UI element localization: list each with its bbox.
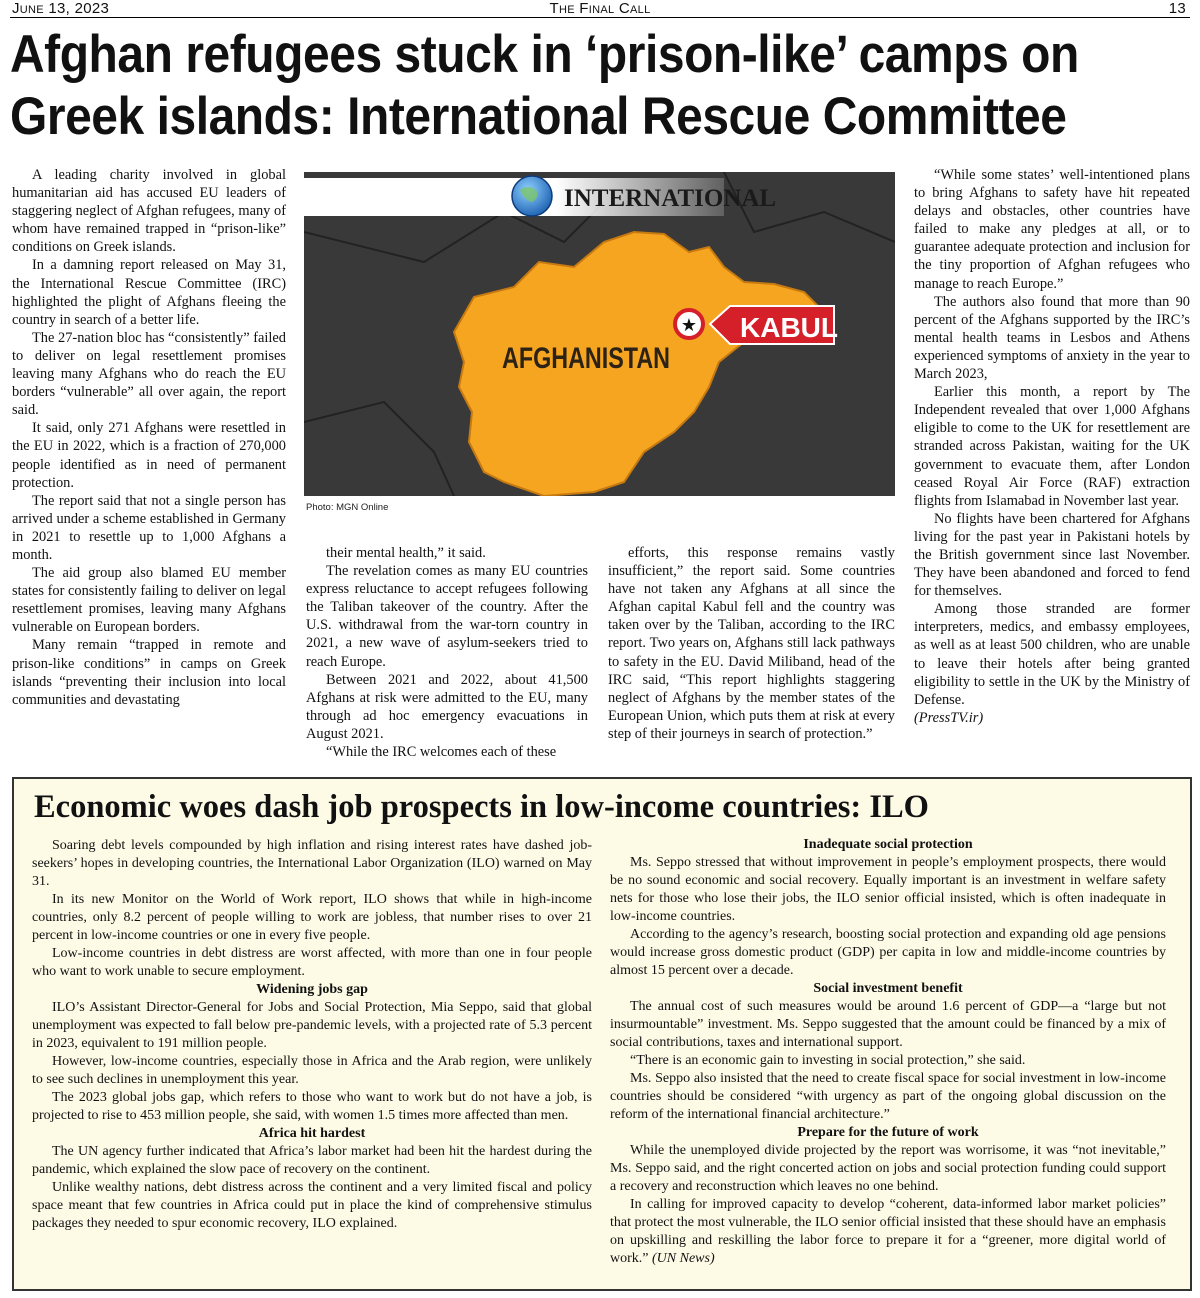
afghanistan-map-image — [304, 172, 895, 496]
page-folio — [12, 0, 1188, 18]
article-paragraph: It said, only 271 Afghans were resettled in the EU in 2022, which is a fraction of 270,000 people identified as in need of permanent protection. — [12, 420, 286, 491]
article-column-2 — [306, 544, 588, 761]
svg-text:★: ★ — [680, 315, 698, 335]
article-paragraph: Among those stranded are former interpreters, medics, and embassy employees, as well as at least 500 children, who are unable to leave their hotels after being granted eligibility to settle in the UK by the Ministry of Defense. — [914, 601, 1190, 708]
article-column-3 — [608, 544, 895, 743]
article-paragraph: Ms. Seppo stressed that without improvement in people’s employment prospects, there would be no sound economic and social recovery. Equally important is an investment in welfare safety nets for those who lose their jobs, the ILO senior official insisted, which is often inadequate in low-income countries. — [610, 855, 1166, 924]
article-paragraph: The revelation comes as many EU countries express reluctance to accept refugees following the Taliban takeover of the country. After the U.S. withdrawal from the war-torn country in 2021, a new wave of asylum-seekers tried to reach Europe. — [306, 563, 588, 670]
article-paragraph: A leading charity involved in global humanitarian aid has accused EU leaders of staggering neglect of Afghan refugees, many of whom have remained trapped in “prison-like” conditions on Greek islands. — [12, 167, 286, 256]
article-source: (UN News) — [652, 1251, 715, 1266]
article-paragraph: Low-income countries in debt distress are worst affected, with more than one in four people who want to work unable to secure employment. — [32, 946, 592, 979]
headline-line-2: Greek islands: International Rescue Committee — [10, 87, 1067, 146]
kabul-label: KABUL — [740, 312, 838, 343]
article-source: (PressTV.ir) — [914, 709, 984, 726]
article-paragraph: Ms. Seppo also insisted that the need to create fiscal space for social investment in low-income countries should be considered “with urgency as part of the ongoing global discussion on the reform of the international financial architecture.” — [610, 1071, 1166, 1122]
article-paragraph: their mental health,” it said. — [326, 545, 486, 561]
article-paragraph: Soaring debt levels compounded by high inflation and rising interest rates have dashed job-seekers’ hopes in developing countries, the International Labor Organization (ILO) warned on May 31. — [32, 838, 592, 889]
ilo-article-box — [12, 777, 1192, 1291]
section-subhead: Widening jobs gap — [256, 982, 368, 997]
article-paragraph: Unlike wealthy nations, debt distress across the continent and a very limited fiscal and policy space meant that few countries in Africa could put in place the kind of comprehensive stimulus packages they needed to spur economic recovery, ILO explained. — [32, 1180, 592, 1231]
folio-rule — [10, 17, 1190, 18]
article-paragraph: The report said that not a single person has arrived under a scheme established in Germany in 2021 to resettle up to 1,000 Afghans a month. — [12, 492, 286, 563]
article-paragraph: ILO’s Assistant Director-General for Jobs and Social Protection, Mia Seppo, said that global unemployment was expected to fall below pre-pandemic levels, with a projected rate of 5.3 percent in 2023, equivalent to 191 million people. — [32, 1000, 592, 1051]
publication-name: The Final Call — [549, 0, 651, 17]
article-paragraph: Between 2021 and 2022, about 41,500 Afghans at risk were admitted to the EU, many through ad hoc emergency evacuations in August 2021. — [306, 671, 588, 742]
article-paragraph: The UN agency further indicated that Africa’s labor market had been hit the hardest during the pandemic, which explained the slow pace of recovery on the continent. — [32, 1144, 592, 1177]
article-column-4 — [914, 166, 1190, 727]
article-headline — [10, 24, 1078, 148]
article-paragraph: “While some states’ well-intentioned plans to bring Afghans to safety have hit repeated delays and obstacles, other countries have failed to make any pledges at all, or to guarantee adequate protection and inclusion for the tiny proportion of Afghan refugees who manage to reach Europe.” — [914, 167, 1190, 292]
ilo-column-right — [610, 836, 1166, 1268]
article-paragraph: The 2023 global jobs gap, which refers to those who want to work but do not have a job, is projected to rise to 453 million people, she said, with women 1.5 times more affected than men. — [32, 1090, 592, 1123]
headline-line-1: Afghan refugees stuck in ‘prison-like’ camps on — [10, 25, 1079, 84]
article-column-1 — [12, 166, 286, 709]
afghanistan-label: AFGHANISTAN — [502, 342, 670, 375]
photo-credit: Photo: MGN Online — [306, 502, 389, 513]
article-paragraph: No flights have been chartered for Afghans living for the past year in Pakistani hotels by the British government since last November. They have been abandoned and forced to fend for themselves. — [914, 510, 1190, 600]
article-paragraph: “There is an economic gain to investing in social protection,” she said. — [630, 1053, 1026, 1068]
issue-date: June 13, 2023 — [12, 0, 110, 17]
article-paragraph: In a damning report released on May 31, the International Rescue Committee (IRC) highlighted the plight of Afghans fleeing the country in search of a better life. — [12, 257, 286, 328]
article-paragraph: While the unemployed divide projected by the report was worrisome, it was “not inevitable,” Ms. Seppo said, and the right concerted action on jobs and social protection funding could support a recovery and reconstruction which leaves no one behind. — [610, 1143, 1166, 1194]
article-paragraph: The 27-nation bloc has “consistently” failed to deliver on legal resettlement promises leaving many Afghans who do reach the EU borders “vulnerable” all over again, the report said. — [12, 329, 286, 419]
article-paragraph: efforts, this response remains vastly insufficient,” the report said. Some countries have not taken any Afghans at all since the Afghan capital Kabul fell and the country was taken over by the Taliban, according to the IRC report. Two years on, Afghans still lack pathways to safety in the EU. David Miliband, head of the IRC said, “This report highlights staggering neglect of Afghans by the member states of the European Union, which puts them at risk at every step of their journeys in search of protection.” — [608, 545, 895, 742]
ilo-headline: Economic woes dash job prospects in low-income countries: ILO — [34, 789, 929, 825]
article-paragraph: However, low-income countries, especially those in Africa and the Arab region, were unlikely to see such declines in unemployment this year. — [32, 1054, 592, 1087]
section-subhead: Inadequate social protection — [803, 837, 973, 852]
article-paragraph: The aid group also blamed EU member states for consistently failing to deliver on legal resettlement promises, leaving many Afghans vulnerable on European borders. — [12, 565, 286, 636]
article-paragraph: Earlier this month, a report by The Independent revealed that over 1,000 Afghans eligible to come to the UK for resettlement are stranded across Pakistan, waiting for the UK government to evacuate them, after London ceased Royal Air Force (RAF) extraction flights from Islamabad in November last year. — [914, 384, 1190, 509]
page-number: 13 — [1168, 0, 1186, 17]
article-paragraph: The annual cost of such measures would be around 1.6 percent of GDP—a “large but not insurmountable” investment. Ms. Seppo suggested that the amount could be financed by a mix of social contributions, taxes and international support. — [610, 999, 1166, 1050]
section-subhead: Prepare for the future of work — [797, 1125, 979, 1140]
article-paragraph: The authors also found that more than 90 percent of the Afghans supported by the IRC’s mental health teams in Lesbos and Athens experienced symptoms of anxiety in the year to March 2023, — [914, 293, 1190, 383]
article-paragraph: In calling for improved capacity to develop “coherent, data-informed labor market policies” that protect the most vulnerable, the ILO senior official insisted that these should have an emphasis on upskilling and reskilling the labor force to prepare it for a “greener, more digital world of work.” (UN News) — [610, 1197, 1166, 1266]
section-subhead: Africa hit hardest — [258, 1126, 366, 1141]
international-banner-label: INTERNATIONAL — [564, 185, 777, 212]
article-paragraph: “While the IRC welcomes each of these — [326, 744, 557, 761]
article-paragraph: According to the agency’s research, boosting social protection and expanding old age pensions would increase gross domestic product (GDP) per capita in low and middle-income countries by almost 15 percent over a decade. — [610, 927, 1166, 978]
section-subhead: Social investment benefit — [813, 981, 963, 996]
article-paragraph: In its new Monitor on the World of Work report, ILO shows that while in high-income countries, only 8.2 percent of people willing to work are jobless, that number rises to over 21 percent in low-income countries or one in every five people. — [32, 892, 592, 943]
article-paragraph: Many remain “trapped in remote and prison-like conditions” in camps on Greek islands “preventing their inclusion into local communities and devastating — [12, 637, 286, 708]
ilo-column-left — [32, 837, 592, 1233]
